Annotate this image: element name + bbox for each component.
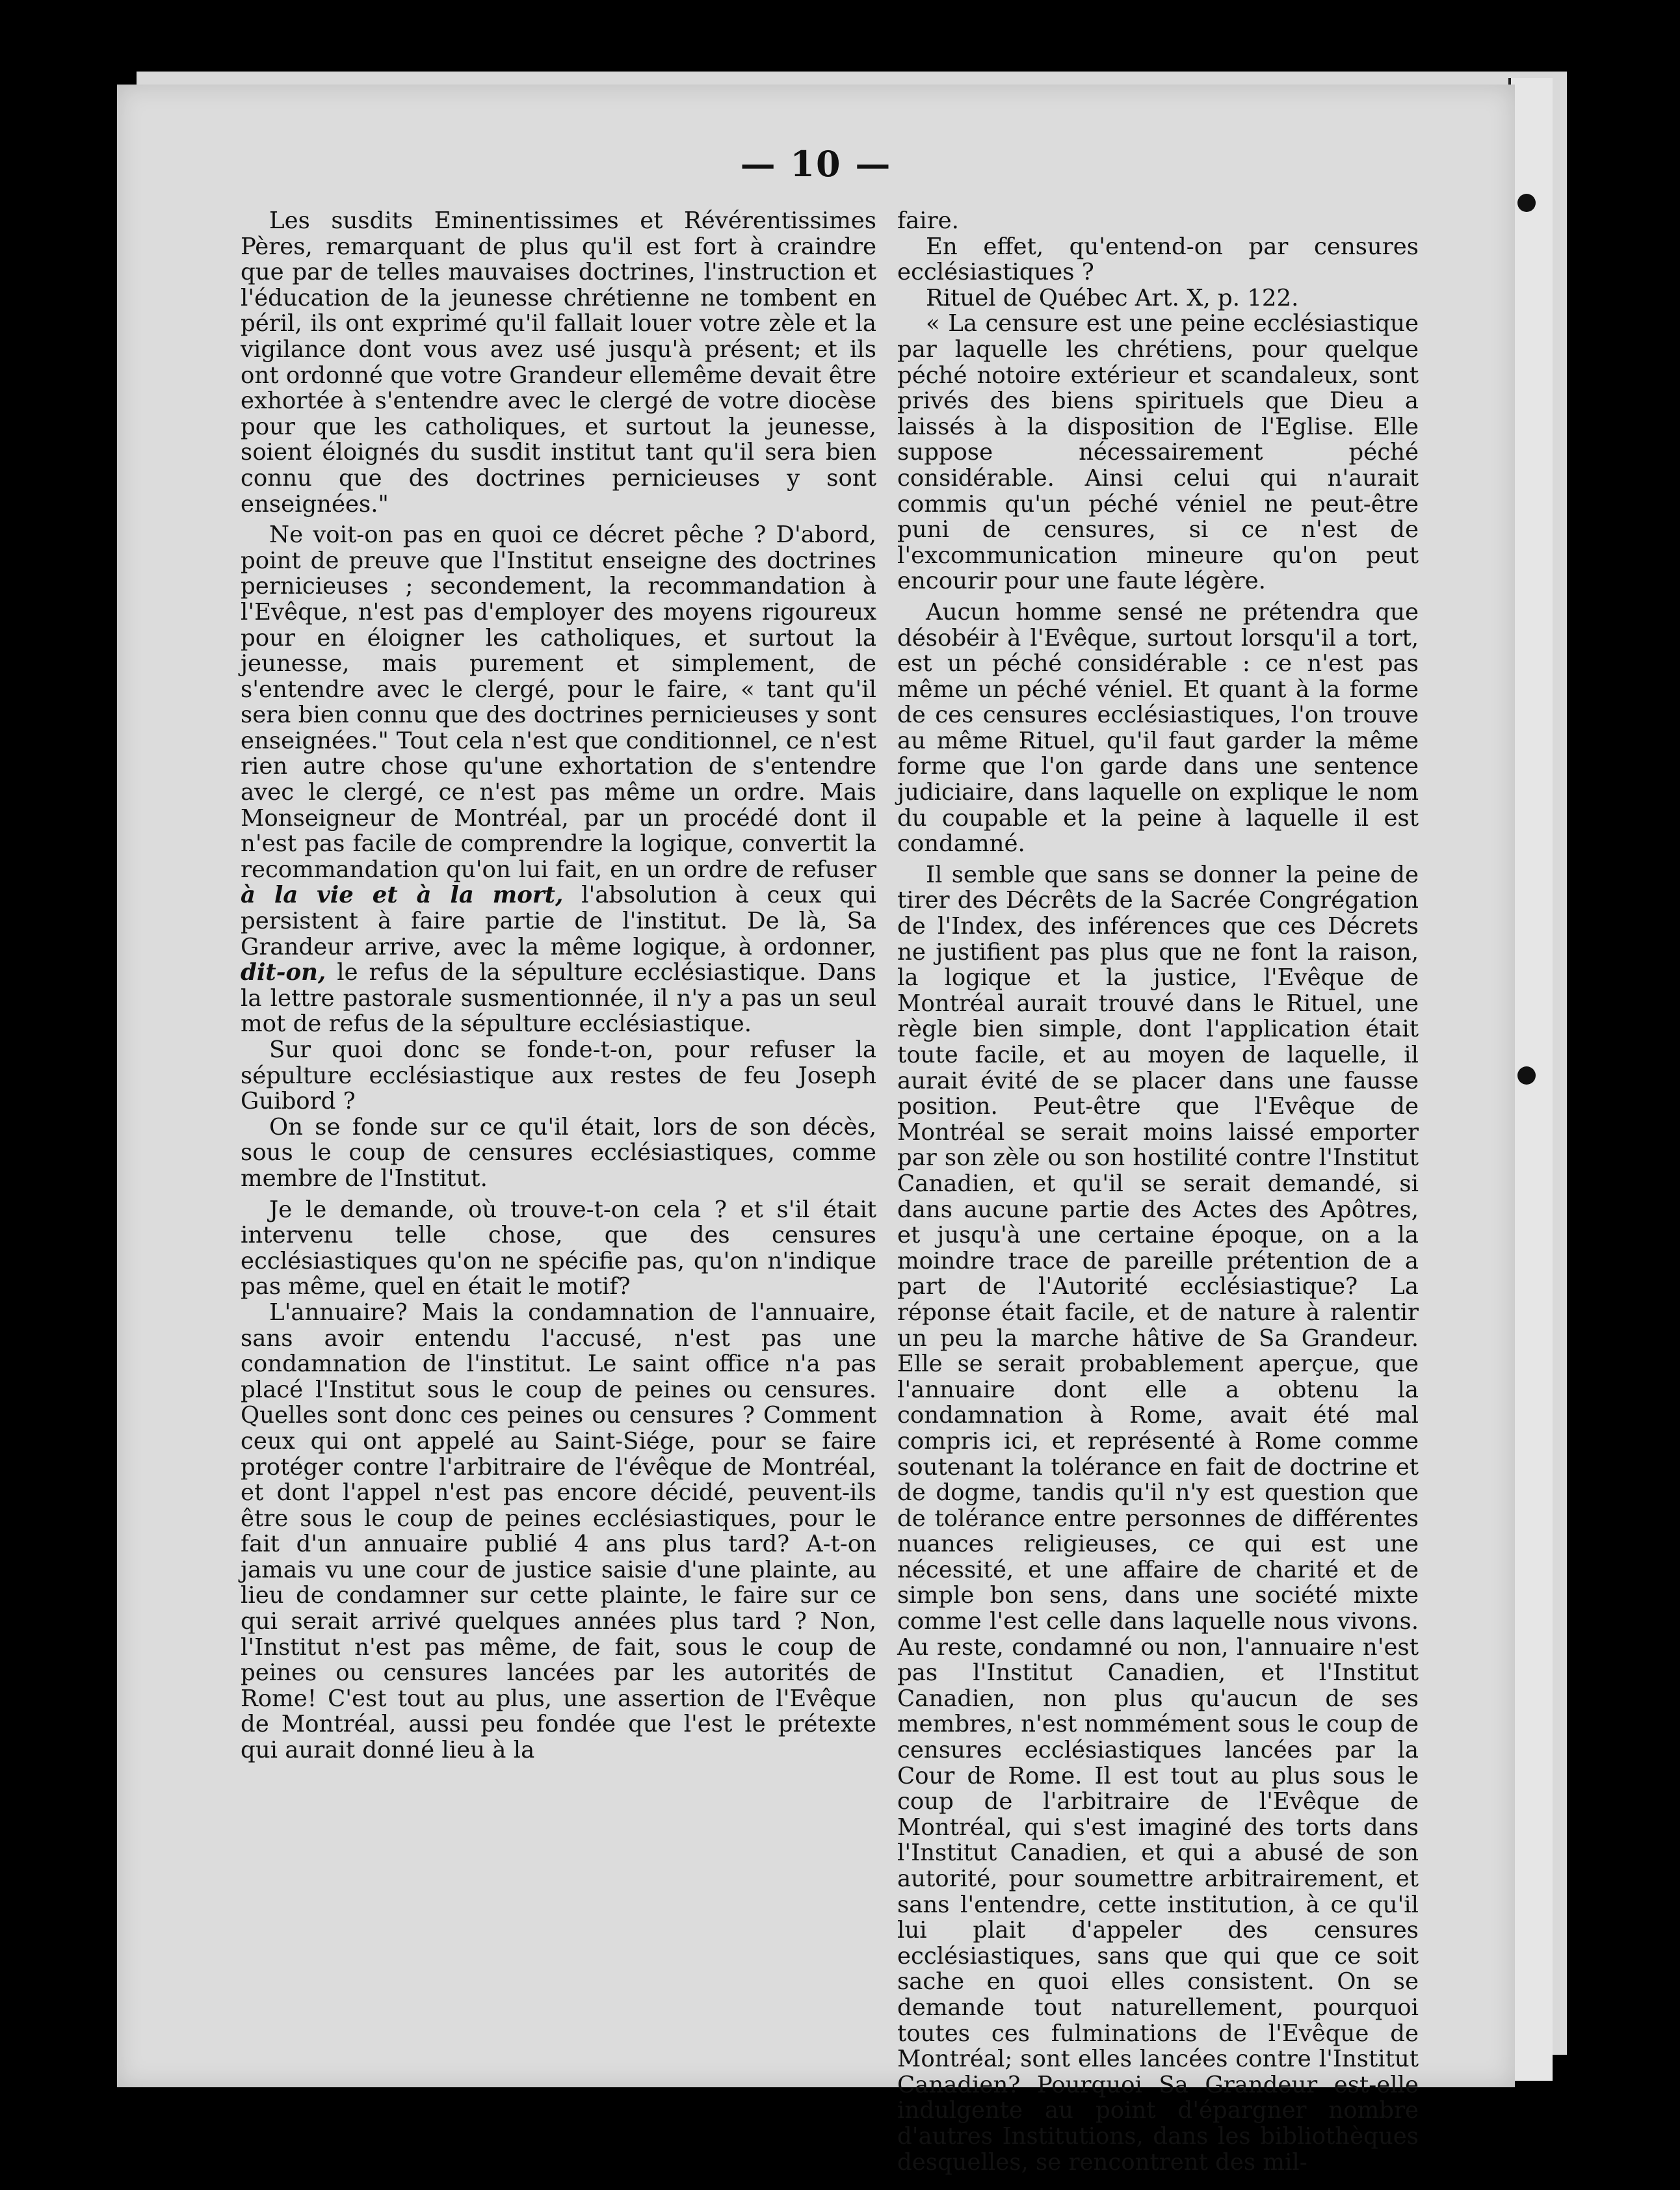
paragraph: Je le demande, où trouve-t-on cela ? et s'il était intervenu telle chose, que des censures ecclésiastiques qu'on ne spécifie pas, qu'on n'indique pas même, quel en était le motif? [241, 1196, 876, 1300]
paragraph: Il semble que sans se donner la peine de tirer des Décrêts de la Sacrée Congrégation de l'Index, des inférences que ces Décrets ne justifient pas plus que ne font la raison, la logique et la justice, l'Evêque de Montréal aurait trouvé dans le Rituel, une règle bien simple, dont l'application était toute facile, et au moyen de laquelle, il aurait évité de se placer dans une fausse position. Peut-être que l'Evêque de Montréal se serait moins laissé emporter par son zèle ou son hostilité contre l'Institut Canadien, et qu'il se serait demandé, si dans aucune partie des Actes des Apôtres, et jusqu'à une certaine époque, on a la moindre trace de pareille prétention de a part de l'Autorité ecclésiastique? La réponse était facile, et de nature à ralentir un peu la marche hâtive de Sa Grandeur. Elle se serait probablement aperçue, que l'annuaire dont elle a obtenu la condamnation à Rome, avait été mal compris ici, et représenté à Rome comme soutenant la tolérance en fait de doctrine et de dogme, tandis qu'il n'y est question que de tolérance entre personnes de différentes nuances religieuses, ce qui est une nécessité, et une affaire de charité et de simple bon sens, dans une société mixte comme l'est celle dans laquelle nous vivons. Au reste, condamné ou non, l'annuaire n'est pas l'Institut Canadien, et l'Institut Canadien, non plus qu'aucun de ses membres, n'est nommément sous le coup de censures ecclésiastiques lancées par la Cour de Rome. Il est tout au plus sous le coup de l'arbitraire de l'Evêque de Montréal, qui s'est imaginé des torts dans l'Institut Canadien, et qui a abusé de son autorité, pour soumettre arbitrairement, et sans l'entendre, cette institution, à ce qu'il lui plait d'appeler des censures ecclésiastiques, sans que qui que ce soit sache en quoi elles consistent. On se demande tout naturellement, pourquoi toutes ces fulminations de l'Evêque de Montréal; sont elles lancées contre l'Institut Canadien? Pourquoi Sa Grandeur est-elle indulgente au point d'épargner nombre d'autres Institutions, dans les bibliothèques desquelles, se rencontrent des mil- [897, 861, 1419, 2176]
adjacent-page-edge [1508, 78, 1553, 2081]
document-page [117, 85, 1515, 2176]
paragraph: Rituel de Québec Art. X, p. 122. [926, 284, 1299, 311]
paragraph: On se fonde sur ce qu'il était, lors de son décès, sous le coup de censures ecclésiastiques, comme membre de l'Institut. [241, 1113, 876, 1192]
text-run: Ne voit-on pas en quoi ce décret pêche ? D'abord, point de preuve que l'Institut enseigne des doctrines pernicieuses ; secondement, la recommandation à l'Evêque, n'est pas d'employer des moyens rigoureux pour en éloigner les catholiques, et surtout la jeunesse, mais purement et simplement, de s'entendre avec le clergé, pour le faire, « tant qu'il sera bien connu que des doctrines pernicieuses y sont enseignées." Tout cela n'est que conditionnel, ce n'est rien autre chose qu'une exhortation de s'entendre avec le clergé, ce n'est pas même un ordre. Mais Monseigneur de Montréal, par un procédé dont il n'est pas facile de comprendre la logique, convertit la recommandation qu'on lui fait, en un ordre de refuser [241, 521, 876, 883]
paragraph: Sur quoi donc se fonde-t-on, pour refuser la sépulture ecclésiastique aux restes de feu Joseph Guibord ? [241, 1036, 876, 1115]
emphasis: à la vie et à la mort, [241, 882, 564, 909]
text-run: le refus de la sépulture ecclésiastique. Dans la lettre pastorale susmentionnée, il n'y a pas un seul mot de refus de la sépulture ecclésiastique. [241, 959, 876, 1038]
paragraph: faire. [897, 207, 959, 234]
paragraph: Les susdits Eminentissimes et Révérentissimes Pères, remarquant de plus qu'il est fort à craindre que par de telles mauvaises doctrines, l'instruction et l'éducation de la jeunesse chrétienne ne tombent en péril, ils ont exprimé qu'il fallait louer votre zèle et la vigilance dont vous avez usé jusqu'à présent; et ils ont ordonné que votre Grandeur ellemême devait être exhortée à s'entendre avec le clergé de votre diocèse pour que les catholiques, et surtout la jeunesse, soient éloignés du susdit institut tant qu'il sera bien connu que des doctrines pernicieuses y sont enseignées." [241, 207, 876, 518]
paragraph [241, 522, 876, 1037]
binding-hole-icon [1517, 194, 1536, 212]
emphasis: dit-on, [241, 959, 326, 986]
right-column [897, 208, 1419, 2175]
paragraph: L'annuaire? Mais la condamnation de l'annuaire, sans avoir entendu l'accusé, n'est pas une condamnation de l'institut. Le saint office n'a pas placé l'Institut sous le coup de peines ou censures. Quelles sont donc ces peines ou censures ? Comment ceux qui ont appelé au Saint-Siége, pour se faire protéger contre l'arbitraire de l'évêque de Montréal, et dont l'appel n'est pas encore décidé, peuvent-ils être sous le coup de peines ecclésiastiques, pour le fait d'un annuaire publié 4 ans plus tard? A-t-on jamais vu une cour de justice saisie d'une plainte, au lieu de condamner sur cette plainte, le faire sur ce qui serait arrivé quelques années plus tard ? Non, l'Institut n'est pas même, de fait, sous le coup de peines ou censures lancées par les autorités de Rome! C'est tout au plus, une assertion de l'Evêque de Montréal, aussi peu fondée que l'est le prétexte qui aurait donné lieu à la [241, 1299, 876, 1764]
page-number: — 10 — [740, 143, 892, 185]
binding-hole-icon [1517, 1066, 1536, 1085]
paragraph: Aucun homme sensé ne prétendra que désobéir à l'Evêque, surtout lorsqu'il a tort, est un péché considérable : ce n'est pas même un péché véniel. Et quant à la forme de ces censures ecclésiastiques, l'on trouve au même Rituel, qu'il faut garder la même forme que l'on garde dans une sentence judiciaire, dans laquelle on explique le nom du coupable et la peine à laquelle il est condamné. [897, 598, 1419, 858]
text-run: l'absolution à ceux qui persistent à faire partie de l'institut. De là, Sa Grandeur arrive, avec la même logique, à ordonner, [241, 882, 876, 960]
quote-paragraph: « La censure est une peine ecclésiastique par laquelle les chrétiens, pour quelque péché notoire extérieur et scandaleux, sont privés des biens spirituels que Dieu a laissés à la disposition de l'Eglise. Elle suppose nécessairement péché considérable. Ainsi celui qui n'aurait commis qu'un péché véniel ne peut-être puni de censures, si ce n'est de l'excommunication mineure qu'on peut encourir pour une faute légère. [897, 310, 1419, 595]
paragraph: En effet, qu'entend-on par censures ecclésiastiques ? [897, 233, 1419, 286]
left-column [241, 208, 876, 1763]
